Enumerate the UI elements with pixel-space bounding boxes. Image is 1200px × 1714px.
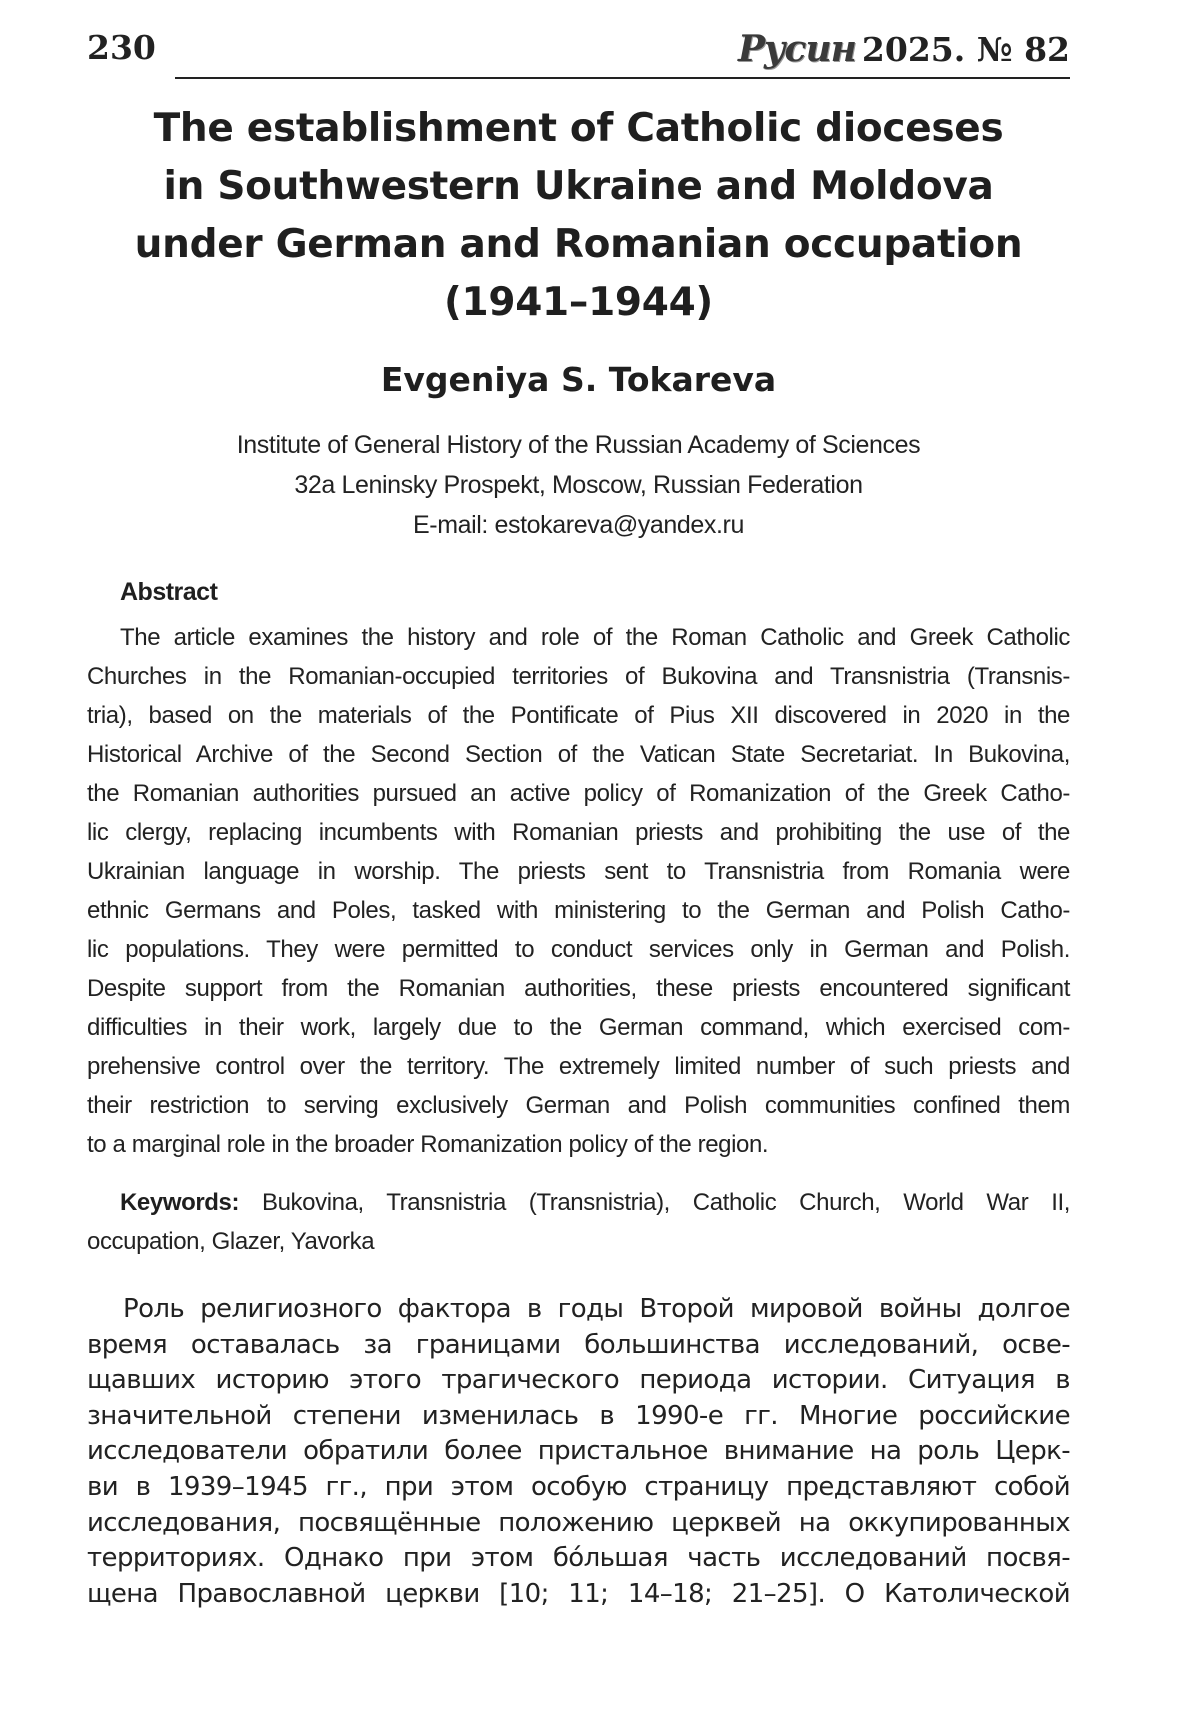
header-rule	[175, 77, 1070, 79]
abstract-line: difficulties in their work, largely due to the German command, which exercised com-	[87, 1014, 1070, 1041]
body-line: щавших историю этого трагического периода истории. Ситуация в	[87, 1365, 1070, 1396]
abstract-line: tria), based on the materials of the Pontificate of Pius XII discovered in 2020 in the	[87, 702, 1070, 729]
abstract-line: Ukrainian language in worship. The priests sent to Transnistria from Romania were	[87, 858, 1070, 885]
body-line: исследователи обратили более пристальное внимание на роль Церк-	[87, 1436, 1070, 1467]
article-title	[87, 100, 1070, 332]
title-line: in Southwestern Ukraine and Moldova	[163, 164, 994, 209]
abstract-line: ethnic Germans and Poles, tasked with ministering to the German and Polish Catho-	[87, 897, 1070, 924]
journal-name: Русин	[737, 28, 856, 70]
abstract-line: lic populations. They were permitted to conduct services only in German and Polish.	[87, 936, 1070, 963]
abstract-line: to a marginal role in the broader Romanization policy of the region.	[87, 1131, 769, 1158]
journal-issue: 2025. № 82	[861, 30, 1070, 69]
abstract-line: the Romanian authorities pursued an active policy of Romanization of the Greek Catho-	[87, 780, 1070, 807]
keywords-label: Keywords:	[120, 1189, 240, 1216]
page-number: 230	[87, 28, 156, 67]
keywords	[87, 1183, 1070, 1261]
abstract-body	[87, 618, 1070, 1164]
title-line: (1941–1944)	[444, 280, 713, 325]
affiliation-address: 32a Leninsky Prospekt, Moscow, Russian Federation	[294, 471, 863, 499]
keywords-line	[87, 1183, 1070, 1222]
abstract-line: The article examines the history and role of the Roman Catholic and Greek Catholic	[120, 624, 1070, 651]
affiliation-institute: Institute of General History of the Russian Academy of Sciences	[236, 431, 921, 459]
keywords-list: Bukovina, Transnistria (Transnistria), Catholic Church, World War II,	[262, 1189, 1070, 1216]
journal-info	[738, 28, 1070, 70]
body-text	[87, 1292, 1070, 1612]
title-line: under German and Romanian occupation	[134, 222, 1023, 267]
abstract-line: Churches in the Romanian-occupied territories of Bukovina and Transnistria (Transnis-	[87, 663, 1070, 690]
body-line: время оставалась за границами большинства исследований, осве-	[87, 1329, 1070, 1360]
body-line: значительной степени изменилась в 1990-е гг. Многие российские	[87, 1400, 1070, 1431]
keywords-line: occupation, Glazer, Yavorka	[87, 1228, 375, 1255]
body-line: территориях. Однако при этом бóльшая часть исследований посвя-	[87, 1543, 1070, 1574]
author-affiliation	[87, 425, 1070, 545]
body-line: щена Православной церкви [10; 11; 14–18; 21–25]. О Католической	[87, 1578, 1070, 1609]
abstract-line: Historical Archive of the Second Section of the Vatican State Secretariat. In Bukovina,	[87, 741, 1070, 768]
abstract-line: lic clergy, replacing incumbents with Romanian priests and prohibiting the use of the	[87, 819, 1070, 846]
abstract-line: their restriction to serving exclusively German and Polish communities confined them	[87, 1092, 1070, 1119]
abstract-line: prehensive control over the territory. The extremely limited number of such priests and	[87, 1053, 1070, 1080]
abstract-line: Despite support from the Romanian authorities, these priests encountered significant	[87, 975, 1070, 1002]
body-line: ви в 1939–1945 гг., при этом особую страницу представляют собой	[87, 1471, 1070, 1502]
abstract-heading: Abstract	[120, 578, 218, 606]
body-line: Роль религиозного фактора в годы Второй мировой войны долгое	[123, 1294, 1070, 1324]
affiliation-email: E-mail: estokareva@yandex.ru	[413, 511, 744, 539]
author-name: Evgeniya S. Tokareva	[380, 360, 777, 399]
title-line: The establishment of Catholic dioceses	[153, 106, 1004, 151]
body-line: исследования, посвящённые положению церквей на оккупированных	[87, 1507, 1070, 1538]
running-header	[87, 22, 1070, 78]
